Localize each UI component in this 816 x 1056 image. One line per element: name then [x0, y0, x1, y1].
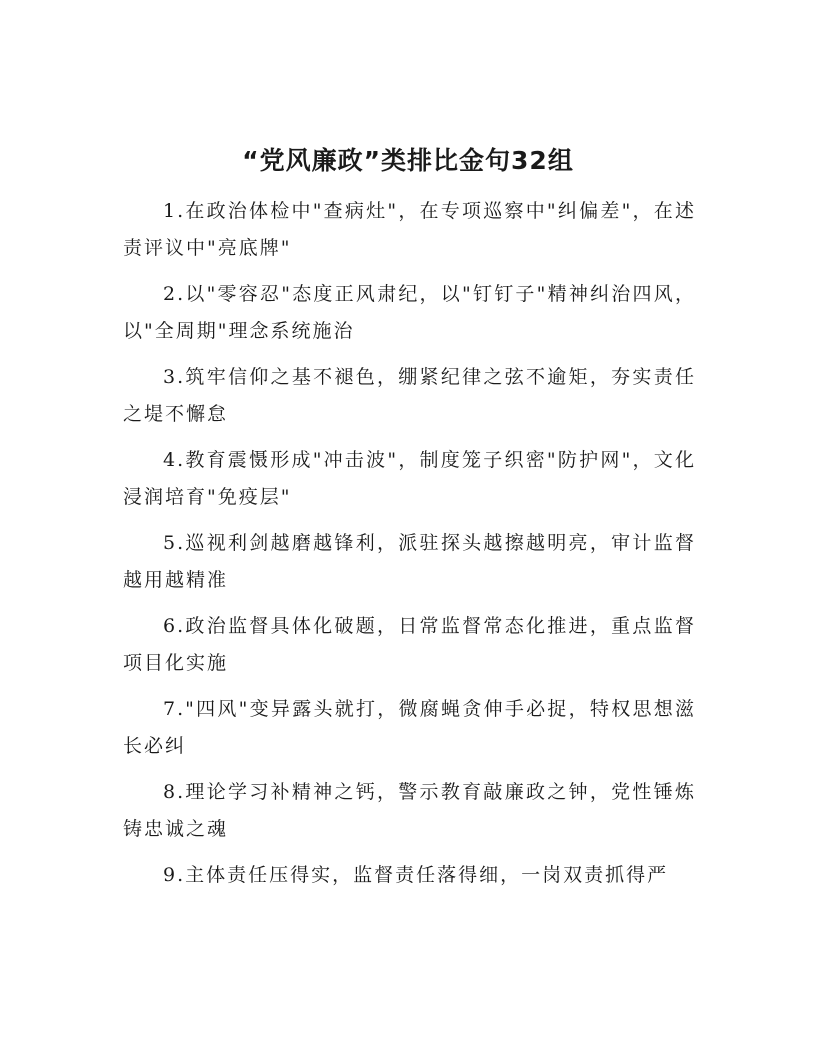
document-body [123, 193, 696, 904]
paragraph-8: 8.理论学习补精神之钙，警示教育敲廉政之钟，党性锤炼铸忠诚之魂 [123, 781, 696, 840]
paragraph-6: 6.政治监督具体化破题，日常监督常态化推进，重点监督项目化实施 [123, 615, 696, 674]
paragraph-4: 4.教育震慑形成"冲击波"，制度笼子织密"防护网"，文化浸润培育"免疫层" [123, 449, 696, 508]
paragraph-2: 2.以"零容忍"态度正风肃纪，以"钉钉子"精神纠治四风，以"全周期"理念系统施治 [123, 283, 696, 342]
paragraph-5: 5.巡视利剑越磨越锋利，派驻探头越擦越明亮，审计监督越用越精准 [123, 532, 696, 591]
paragraph-7: 7."四风"变异露头就打，微腐蝇贪伸手必捉，特权思想滋长必纠 [123, 698, 696, 757]
document-title: “党风廉政”类排比金句32组 [242, 146, 574, 175]
paragraph-1: 1.在政治体检中"查病灶"，在专项巡察中"纠偏差"，在述责评议中"亮底牌" [123, 200, 696, 259]
paragraph-9: 9.主体责任压得实，监督责任落得细，一岗双责抓得严 [163, 864, 669, 886]
paragraph-3: 3.筑牢信仰之基不褪色，绷紧纪律之弦不逾矩，夯实责任之堤不懈怠 [123, 366, 696, 425]
